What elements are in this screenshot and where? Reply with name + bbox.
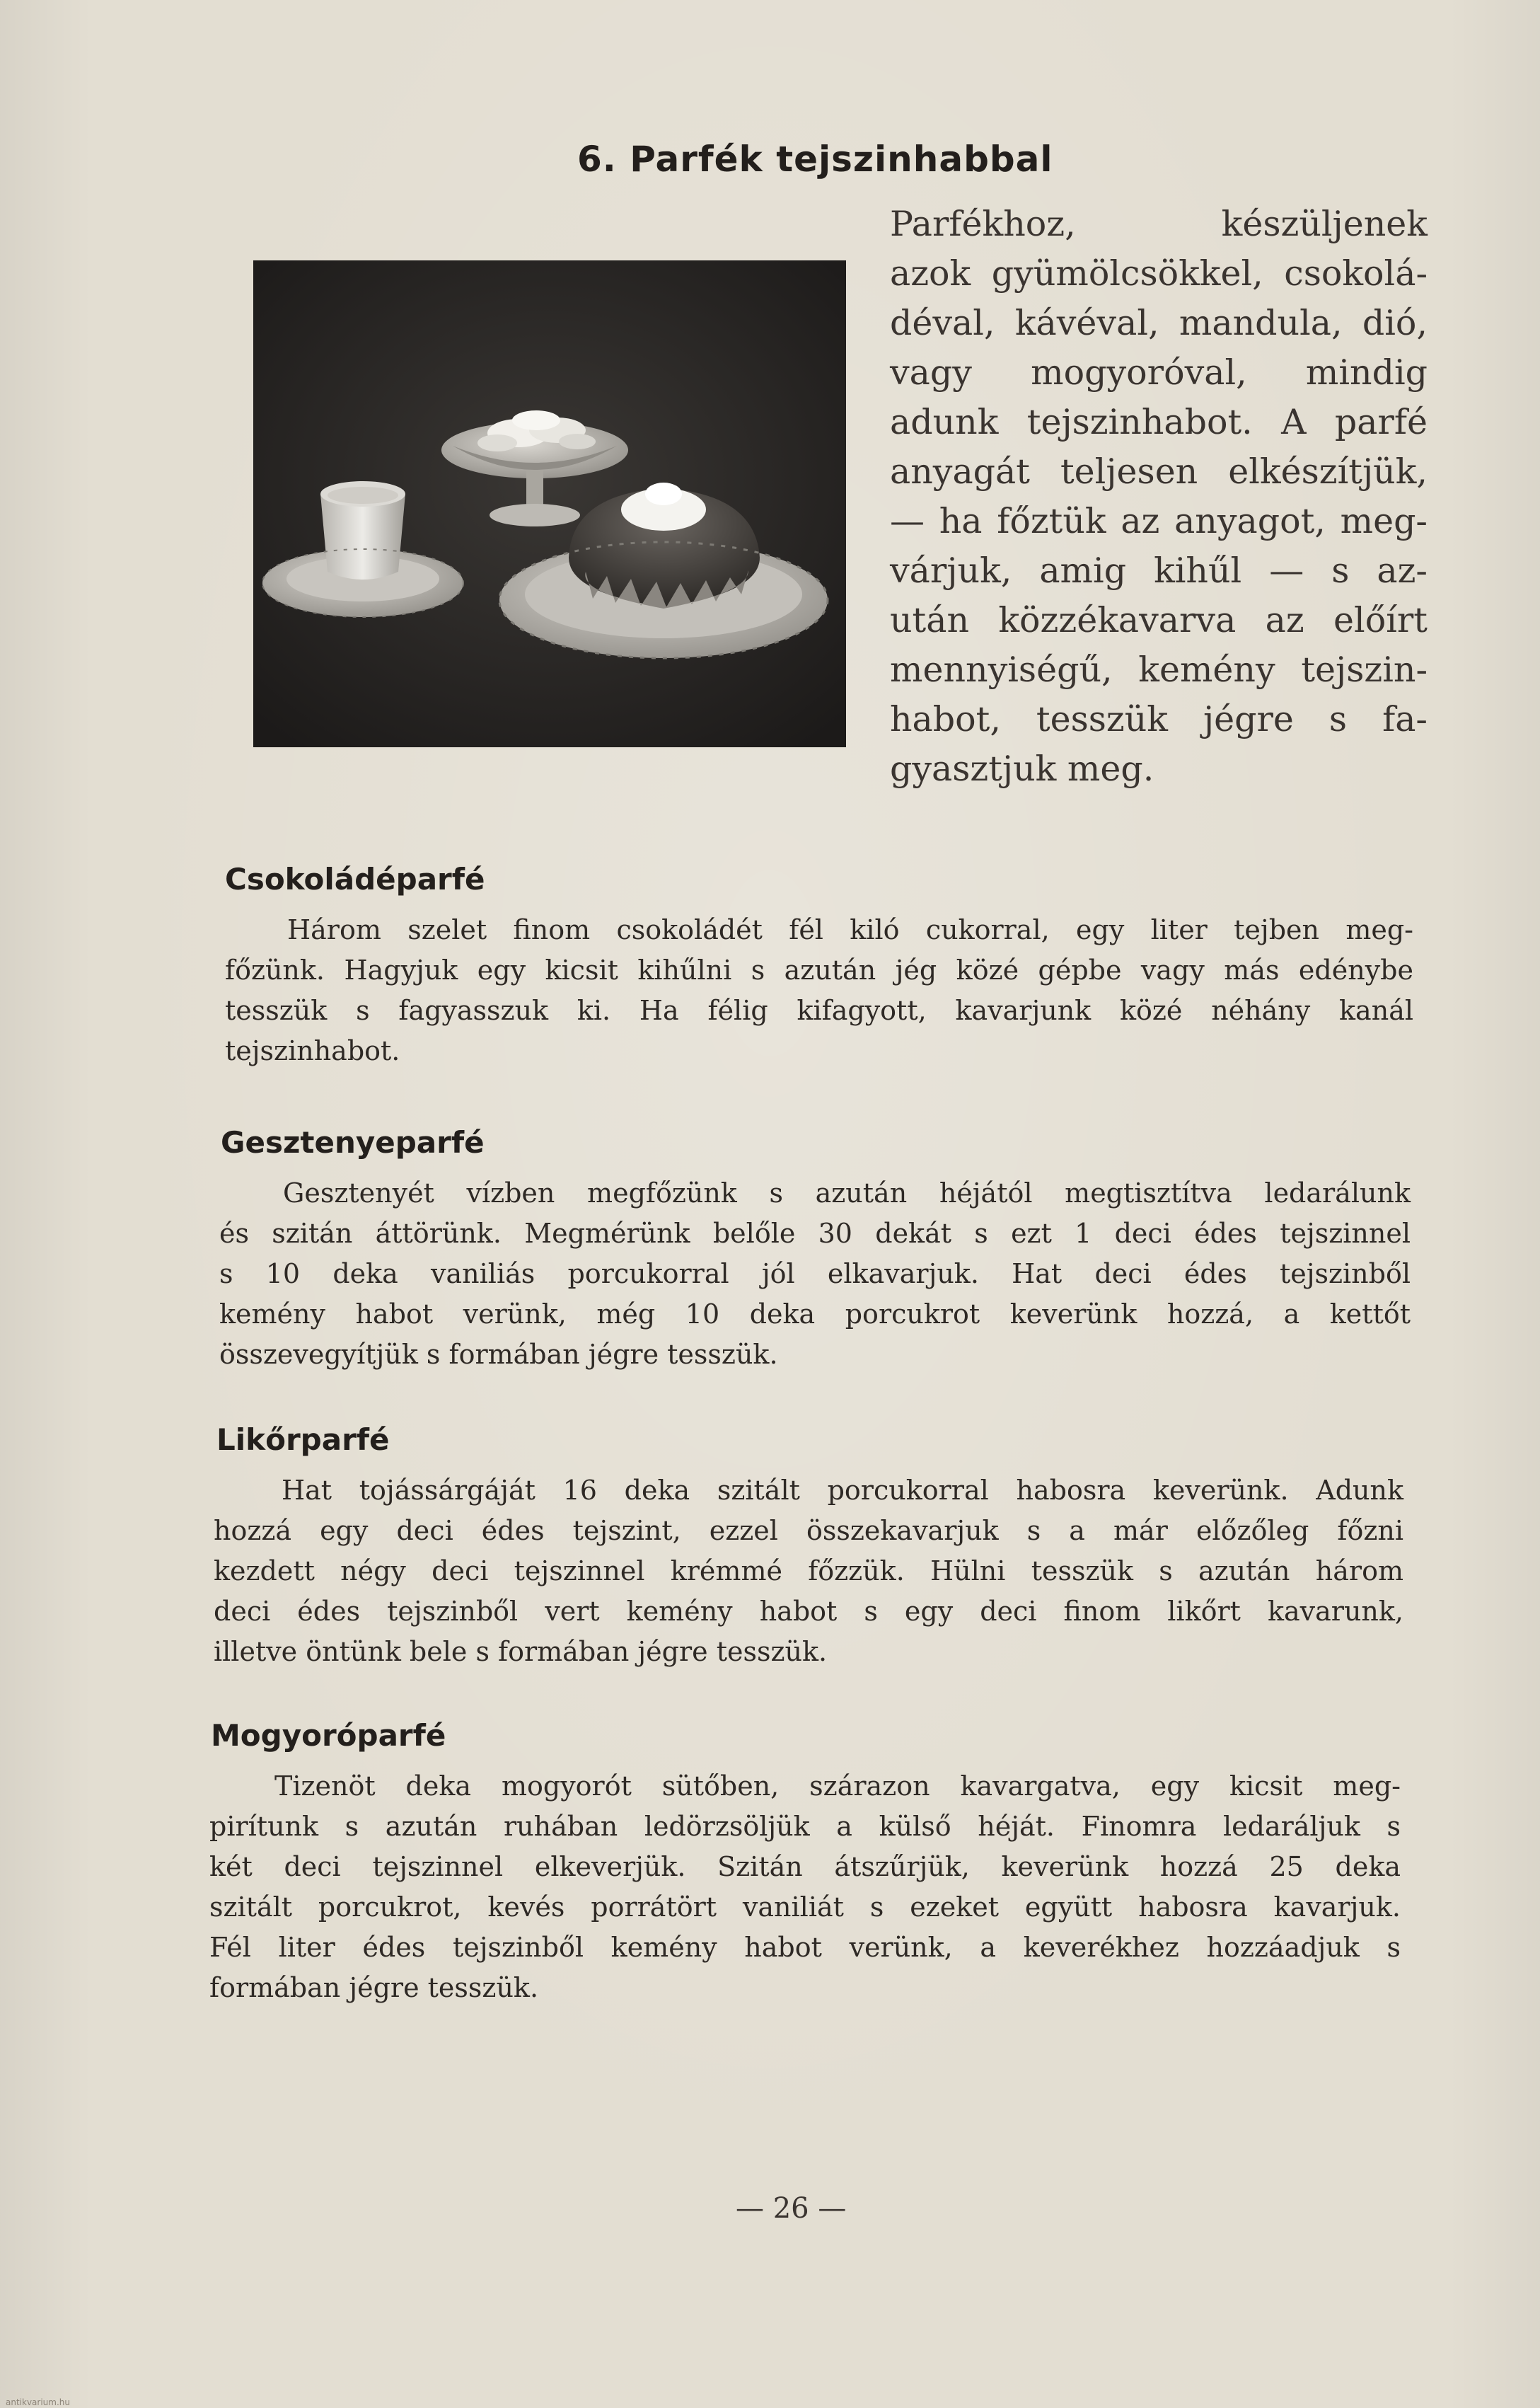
- parfait-photo: [253, 260, 846, 747]
- recipe-body-gesztenyeparfe: [219, 1173, 1411, 1375]
- intro-line: déval, kávéval, mandula, dió,: [890, 303, 1428, 343]
- intro-line: után közzékavarva az előírt: [890, 600, 1428, 640]
- recipe-line: Gesztenyét vízben megfőzünk s azután héjától megtisztítva ledarálunk: [283, 1177, 1411, 1209]
- recipe-line: Fél liter édes tejszinből kemény habot verünk, a keverékhez hozzáadjuk s: [209, 1932, 1401, 1963]
- recipe-heading-gesztenyeparfe: Gesztenyeparfé: [221, 1125, 485, 1160]
- recipe-line: Három szelet finom csokoládét fél kiló cukorral, egy liter tejben meg-: [287, 914, 1413, 945]
- recipe-heading-mogyoroparfe: Mogyoróparfé: [211, 1718, 446, 1753]
- intro-line: azok gyümölcsökkel, csokolá-: [890, 253, 1428, 294]
- recipe-line: és szitán áttörünk. Megmérünk belőle 30 dekát s ezt 1 deci édes tejszinnel: [219, 1218, 1411, 1249]
- recipe-heading-csokoladeparfe: Csokoládéparfé: [225, 862, 485, 897]
- recipe-line: főzünk. Hagyjuk egy kicsit kihűlni s azután jég közé gépbe vagy más edénybe: [225, 955, 1413, 986]
- intro-line: adunk tejszinhabot. A parfé: [890, 402, 1428, 442]
- intro-line: — ha főztük az anyagot, meg-: [890, 501, 1428, 541]
- intro-line: vagy mogyoróval, mindig: [890, 352, 1428, 393]
- intro-paragraph: [890, 200, 1428, 794]
- recipe-line: illetve öntünk bele s formában jégre tesszük.: [214, 1636, 828, 1667]
- recipe-line: Hat tojássárgáját 16 deka szitált porcukorral habosra keverünk. Adunk: [282, 1475, 1403, 1506]
- recipe-body-mogyoroparfe: [209, 1766, 1401, 2008]
- watermark: antikvarium.hu: [6, 2397, 70, 2407]
- intro-line: Parfékhoz, készüljenek: [890, 204, 1428, 244]
- page-number: — 26 —: [736, 2192, 847, 2225]
- recipe-line: deci édes tejszinből vert kemény habot s egy deci finom likőrt kavarunk,: [214, 1596, 1403, 1627]
- recipe-line: szitált porcukrot, kevés porrátört vaniliát s ezeket együtt habosra kavarjuk.: [209, 1891, 1401, 1923]
- recipe-line: tejszinhabot.: [225, 1035, 400, 1066]
- recipe-body-likorparfe: [214, 1470, 1403, 1672]
- recipe-line: tesszük s fagyasszuk ki. Ha félig kifagyott, kavarjunk közé néhány kanál: [225, 995, 1413, 1026]
- intro-line: mennyiségű, kemény tejszin-: [890, 650, 1428, 690]
- recipe-body-csokoladeparfe: [225, 910, 1413, 1071]
- recipe-line: két deci tejszinnel elkeverjük. Szitán átszűrjük, keverünk hozzá 25 deka: [209, 1851, 1401, 1882]
- intro-line: várjuk, amig kihűl — s az-: [890, 551, 1428, 591]
- recipe-line: pirítunk s azután ruhában ledörzsöljük a külső héját. Finomra ledaráljuk s: [209, 1811, 1401, 1842]
- recipe-line: formában jégre tesszük.: [209, 1972, 539, 2003]
- intro-line: habot, tesszük jégre s fa-: [890, 699, 1428, 739]
- recipe-line: összevegyítjük s formában jégre tesszük.: [219, 1339, 778, 1370]
- intro-line: gyasztjuk meg.: [890, 749, 1154, 789]
- recipe-line: kezdett négy deci tejszinnel krémmé főzzük. Hülni tesszük s azután három: [214, 1555, 1403, 1586]
- recipe-line: hozzá egy deci édes tejszint, ezzel összekavarjuk s a már előzőleg főzni: [214, 1515, 1403, 1546]
- parfait-photo-illustration: [253, 260, 846, 747]
- intro-line: anyagát teljesen elkészítjük,: [890, 451, 1428, 492]
- recipe-line: kemény habot verünk, még 10 deka porcukrot keverünk hozzá, a kettőt: [219, 1298, 1411, 1330]
- recipe-line: Tizenöt deka mogyorót sütőben, szárazon kavargatva, egy kicsit meg-: [274, 1770, 1401, 1802]
- recipe-line: s 10 deka vaniliás porcukorral jól elkavarjuk. Hat deci édes tejszinből: [219, 1258, 1411, 1289]
- recipe-heading-likorparfe: Likőrparfé: [216, 1422, 390, 1457]
- recipe-chapter-title: 6. Parfék tejszinhabbal: [577, 139, 1053, 180]
